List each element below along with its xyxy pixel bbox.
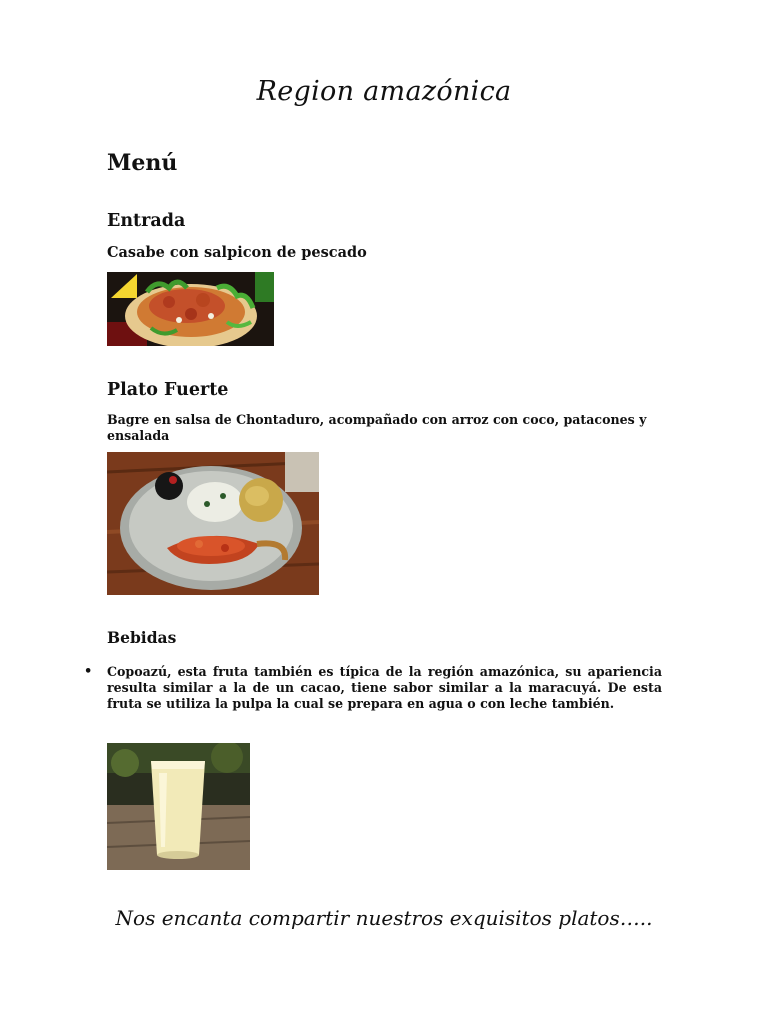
drink-description [107,664,662,712]
dish-name-plato-fuerte: Bagre en salsa de Chontaduro, acompañado con arroz con coco, patacones y ensalada [107,412,647,443]
menu-heading: Menú [107,150,178,176]
section-heading-bebidas: Bebidas [107,628,177,647]
bagre-plate-photo [107,452,319,595]
closing-message: Nos encanta compartir nuestros exquisitos platos….. [115,906,653,930]
list-item [84,664,662,712]
copoazu-juice-photo [107,743,250,870]
section-heading-plato-fuerte: Plato Fuerte [107,380,229,400]
dish-name-entrada: Casabe con salpicon de pescado [107,244,367,261]
bullet-icon: • [84,664,93,679]
page-title: Region amazónica [256,76,512,107]
section-heading-entrada: Entrada [107,211,186,231]
drink-name: Copoazú, [107,664,172,679]
casabe-salpicon-photo [107,272,274,346]
drink-text: esta fruta también es típica de la región amazónica, su apariencia resulta similar a la de un cacao, tiene sabor similar a la maracuyá. De esta fruta se utiliza la pulpa la cual se prepara en agua o con leche también. [107,664,662,711]
